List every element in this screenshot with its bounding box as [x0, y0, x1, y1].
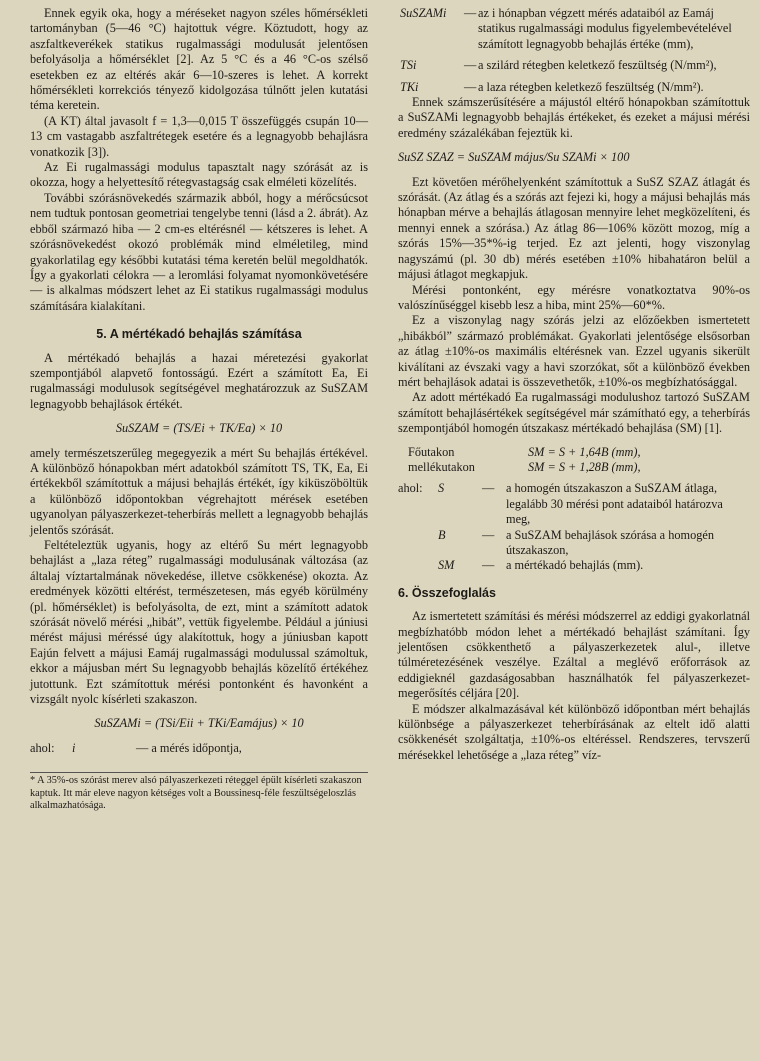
- section-heading-5: 5. A mértékadó behajlás számítása: [96, 327, 302, 342]
- definition-list: [30, 741, 368, 756]
- paragraph: Ennek egyik oka, hogy a méréseket nagyon széles hőmérsékleti tartományban (5—46 °C) hajtottuk végre. Köztudott, hogy az aszfaltkeverékek statikus rugalmassági modulusát jelentősen befolyásolja a hőmérséklet [2]. Az 5 °C és a 46 °C-os szélső esetekben ez az eltérés akár 6—10-szeres is lehet. A korrekt hőmérsékleti korrekciós tényező kidolgozása túlnőtt jelen kutatási téma keretein.: [30, 6, 368, 113]
- definition-symbol: B: [438, 527, 446, 542]
- paragraph: További szórásnövekedés származik abból, hogy a mérőcsúcsot nem tudtuk pontosan geometriai tengelybe tenni (lásd a 2. ábrát). Az ebből származó hiba — 2 cm-es eltérésnél — kétszeres is lehet. A szórásnövekedést okozó problémák mind elméletileg, mind gyakorlatilag egy későbbi kutatási téma keretén belül megoldhatók. Így a gyakorlati célokra — a leromlási folyamat nyomonkövetésére — is alkalmas módszert lehet az Ei statikus rugalmassági modulus számítására kialakítani.: [30, 190, 368, 313]
- definition-text: — a mérés időpontja,: [136, 740, 242, 755]
- footnote: * A 35%-os szórást merev alsó pályaszerkezeti réteggel épült kísérleti szakaszon kaptuk. Itt már eleve nagyon kétséges volt a Boussinesq-féle feszültségeloszlás alkalmazhatósága.: [30, 772, 368, 813]
- right-column: [398, 6, 750, 763]
- definition-dash: —: [482, 481, 495, 496]
- section-heading-6: 6. Összefoglalás: [398, 585, 496, 600]
- definition-text: a SuSZAM behajlások szórása a homogén útszakaszon,: [506, 527, 714, 557]
- definition-dash: —: [464, 6, 477, 20]
- formula-sm: [408, 445, 750, 476]
- definition-text: a szilárd rétegben keletkező feszültség (N/mm²),: [478, 58, 717, 73]
- paragraph: Ez a viszonylag nagy szórás jelzi az előzőekben ismertetett „hibákból” származó problémákat. Gyakorlati jelentősége elsősorban az átlag ±10%-os maximális eltérésnek van. Ezzel ugyanis sikerült kiválítani az évszaki vagy a havi szorzókat, sőt a különböző években mért behajlások adatai is összevethetők, ±10%-os megbízhatósággal.: [398, 313, 750, 389]
- definition-text: az i hónapban végzett mérés adataiból az Eamáj statikus rugalmassági modulus figyelembevételével számított legnagyobb behajlás értéke (mm),: [478, 6, 732, 51]
- formula-value: SM = S + 1,64B (mm),: [528, 444, 641, 459]
- formula-suszami: SuSZAMi = (TSi/Eii + TKi/Eamájus) × 10: [94, 716, 304, 731]
- paragraph: E módszer alkalmazásával két különböző időpontban mért behajlás különbsége a pályaszerkezet teherbírásának az eltelt idő alatti csökkenését szolgáltatja, ±10%-os eltéréssel. Rendszeres, tervszerű mérésekkel lehetősége a „laza réteg” víz-: [398, 701, 750, 762]
- definition-symbol: TKi: [400, 79, 419, 94]
- definition-list: [398, 481, 750, 573]
- left-column: [30, 6, 368, 813]
- paragraph: A mértékadó behajlás a hazai méretezési gyakorlat szempontjából alapvető fontosságú. Ezért a számított Ea, Ei rugalmassági modulusok segítségével meghatározzuk az SuSZAM legnagyobb behajlások értékét.: [30, 350, 368, 411]
- ahol-label: ahol:: [398, 481, 423, 496]
- formula-value: SM = S + 1,28B (mm),: [528, 459, 641, 474]
- paragraph: Az Ei rugalmassági modulus tapasztalt nagy szórását az is okozza, hogy a helyettesítő rétegvastagság csak elméleti közelítés.: [30, 160, 368, 190]
- paragraph: Ennek számszerűsítésére a májustól eltérő hónapokban számítottuk a SuSZAMi legnagyobb behajlás értékeket, és ezeket a májusi mérési eredmény százalékában fejeztük ki.: [398, 95, 750, 140]
- definition-text: a homogén útszakaszon a SuSZAM átlaga, legalább 30 mérési pont adataiból határozva meg,: [506, 481, 723, 527]
- definition-symbol: S: [438, 481, 445, 496]
- paragraph: Feltételeztük ugyanis, hogy az eltérő Su mért legnagyobb behajlást a „laza réteg” rugalmassági modulusának változása (az általaj víztartalmának növekedése, illetve csökkenése) okozta. Az eredmények közötti eltérést, természetesen, más egyéb körülmény (pl. hőmérséklet) is befolyásolta, de ezt, mint a számított adatok szórását növelő mérési „hibát”, vettük figyelembe. Például a júniusi mérést májusi méréssé úgy alakítottuk, hogy a júniusban kapott Eajún felvett a májusi Eamáj rugalmassági modulussal számoltuk, ekkor a májusban mért Su legnagyobb behajlás közelítő értékéhez jutottunk. Ezt számítottuk mérési pontonként és havonként a vizsgált nyolc kísérleti szakaszon.: [30, 538, 368, 707]
- formula-label: mellékutakon: [408, 459, 475, 474]
- ahol-label: ahol:: [30, 740, 55, 755]
- definition-text: a laza rétegben keletkező feszültség (N/mm²).: [478, 79, 704, 94]
- definition-symbol: SM: [438, 558, 455, 573]
- formula-label: Főutakon: [408, 444, 455, 459]
- definition-symbol: TSi: [400, 58, 417, 73]
- paragraph: (A KT) által javasolt f = 1,3—0,015 T összefüggés csupán 10—13 cm vastagabb aszfaltrétegek esetére és a legnagyobb behajlásra vonatkozik [3]).: [30, 113, 368, 159]
- definition-dash: —: [464, 58, 477, 73]
- formula-susz-szaz: SuSZ SZAZ = SuSZAM május/Su SZAMi × 100: [398, 150, 630, 165]
- definition-dash: —: [464, 79, 477, 94]
- paragraph: Ezt követően mérőhelyenként számítottuk a SuSZ SZAZ átlagát és szórását. (Az átlag és a szórás azt fejezi ki, hogy a májusi behajlás más hónapban mérve a behajlás átlagosan mennyire lehet megközelíteni, és mennyi ennek a szórása.) Az átlag 86—106% között mozog, míg a szórás 15%—35*%-ig terjed. Ez azt jelenti, hogy viszonylag nagyszámú (pl. 30 db) mérés esetében ±10% hibahatáron belül a májusi átlagot megkapjuk.: [398, 174, 750, 282]
- definition-dash: —: [482, 527, 495, 542]
- formula-susz: SuSZAM = (TS/Ei + TK/Ea) × 10: [115, 421, 283, 436]
- paragraph: Mérési pontonként, egy mérésre vonatkoztatva 90%-os valószínűséggel kisebb lesz a hiba, mint 25%—60*%.: [398, 282, 750, 312]
- paragraph: Az ismertetett számítási és mérési módszerrel az eddigi gyakorlatnál megbízhatóbb módon lehet a mértékadó behajlást számítani. Így jelentősen csökkenthető a pályaszerkezetek alul-, illetve túlméretezésének veszélye. Ezáltal a meglévő erőforrások az eddigieknél gazdaságosabban használhatók fel pályaszerkezet-megerősítés céljára [20].: [398, 609, 750, 701]
- definition-symbol: SuSZAMi: [400, 6, 447, 20]
- definition-text: a mértékadó behajlás (mm).: [506, 558, 644, 573]
- definition-symbol: i: [72, 740, 76, 755]
- definition-list: [398, 6, 750, 95]
- paragraph: amely természetszerűleg megegyezik a mért Su behajlás értékével. A különböző hónapokban mért adatokból számított TS, TK, Ea, Ei értékekből számítottuk a májusi behajlás értékét, így kiküszöböltük a különböző időpontokban végrehajtott mérések esetében ugyanolyan pályaszerkezet-teherbírás mellett a legnagyobb behajlás jelentős szórását.: [30, 445, 368, 537]
- paragraph: Az adott mértékadó Ea rugalmassági modulushoz tartozó SuSZAM számított behajlásértékek segítségével már számítható egy, a teherbírás szempontjából homogén útszakasz mértékadó behajlása (SM) [1].: [398, 390, 750, 436]
- definition-dash: —: [482, 558, 495, 573]
